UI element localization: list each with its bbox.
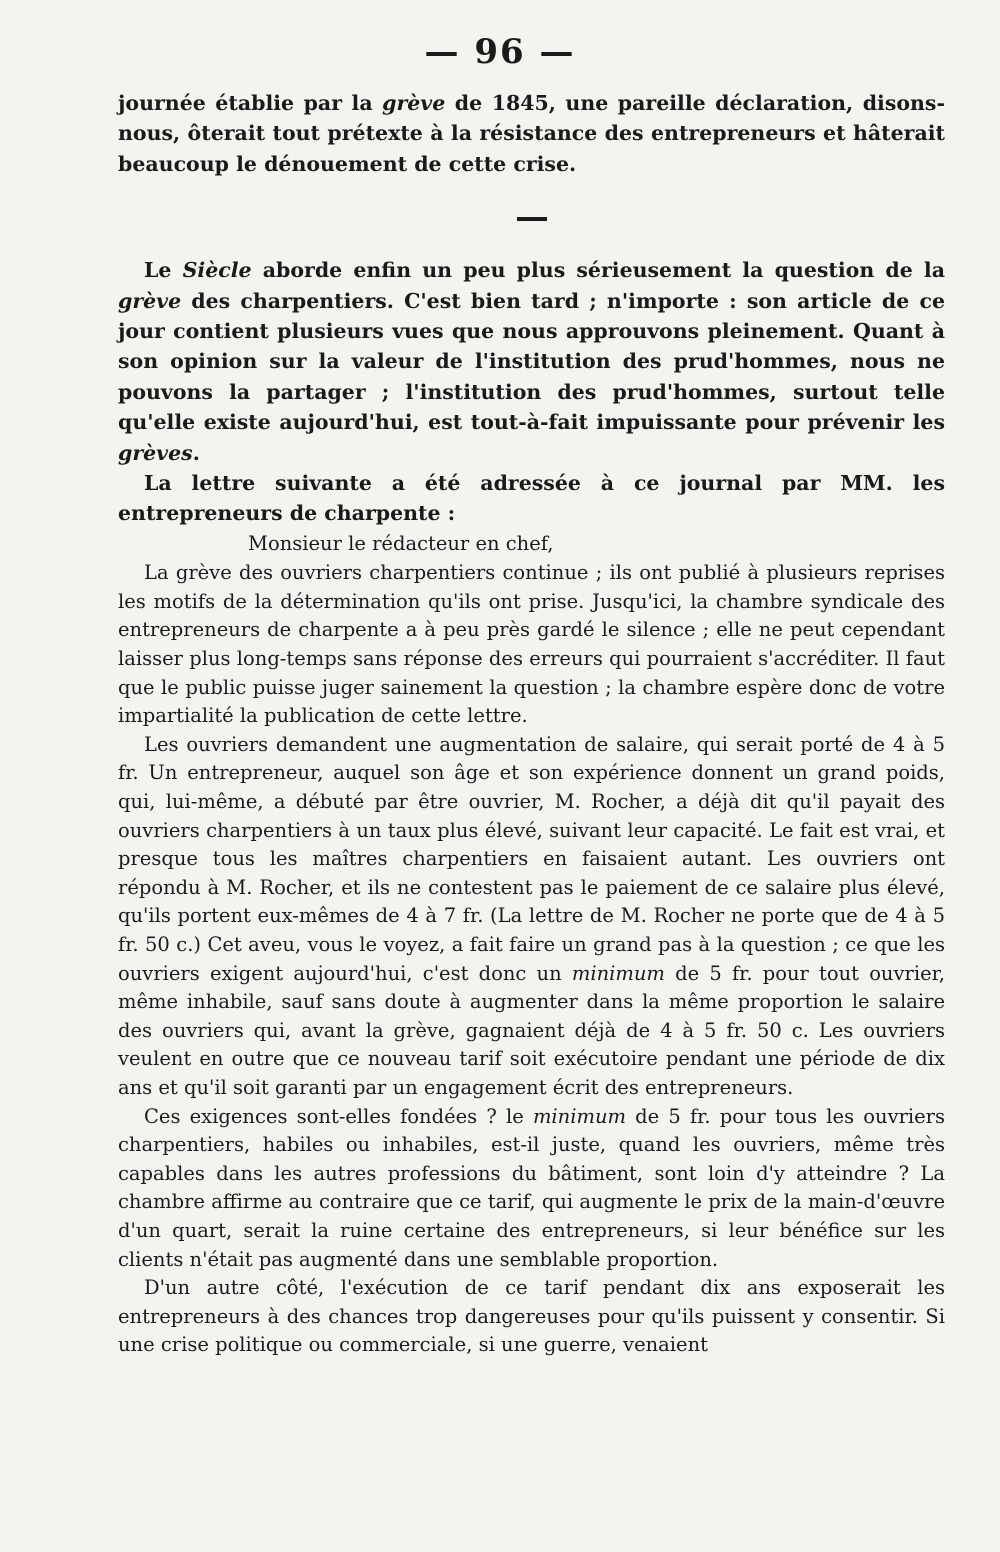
paragraph-continuation: journée établie par la grève de 1845, une pareille déclaration, disons-nous, ôterait tout prétexte à la résistance des entrepreneurs et hâterait beaucoup le dénouement de cette crise. — [118, 91, 945, 176]
letter-body — [118, 559, 945, 1360]
paragraph-intro-letter: La lettre suivante a été adressée à ce journal par MM. les entrepreneurs de charpente : — [118, 471, 945, 526]
italic-term: minimum — [571, 961, 665, 985]
italic-term: grève — [382, 91, 446, 115]
italic-term: minimum — [532, 1104, 627, 1128]
letter-paragraph: La grève des ouvriers charpentiers continue ; ils ont publié à plusieurs reprises les motifs de la détermination qu'ils ont prise. Jusqu'ici, la chambre syndicale des entrepreneurs de charpente a à peu près gardé le silence ; elle ne peut cependant laisser plus long-temps sans réponse des erreurs qui pourraient s'accréditer. Il faut que le public puisse juger sainement la question ; la chambre espère donc de votre impartialité la publication de cette lettre. — [118, 561, 945, 728]
letter-paragraph: Les ouvriers demandent une augmentation de salaire, qui serait porté de 4 à 5 fr. Un entrepreneur, auquel son âge et son expérience donnent un grand poids, qui, lui-même, a débuté par être ouvrier, M. Rocher, a déjà dit qu'il payait des ouvriers charpentiers à un taux plus élevé, suivant leur capacité. Le fait est vrai, et presque tous les maîtres charpentiers en faisaient autant. Les ouvriers ont répondu à M. Rocher, et ils ne contestent pas le paiement de ce salaire plus élevé, qu'ils portent eux-mêmes de 4 à 7 fr. (La lettre de M. Rocher ne porte que de 4 à 5 fr. 50 c.) Cet aveu, vous le voyez, a fait faire un grand pas à la question ; ce que les ouvriers exigent aujourd'hui, c'est donc un minimum de 5 fr. pour tout ouvrier, même inhabile, sauf sans doute à augmenter dans la même proportion le salaire des ouvriers qui, avant la grève, gagnaient déjà de 4 à 5 fr. 50 c. Les ouvriers veulent en outre que ce nouveau tarif soit exécutoire pendant une période de dix ans et qu'il soit garanti par un engagement écrit des entrepreneurs. — [118, 732, 945, 1099]
letter-paragraph: D'un autre côté, l'exécution de ce tarif pendant dix ans exposerait les entrepreneurs à des chances trop dangereuses pour qu'ils puissent y consentir. Si une crise politique ou commerciale, si une guerre, venaient — [118, 1276, 945, 1357]
paragraph-siecle: Le Siècle aborde enfin un peu plus sérieusement la question de la grève des charpentiers. C'est bien tard ; n'importe : son article de ce jour contient plusieurs vues que nous approuvons pleinement. Quant à son opinion sur la valeur de l'institution des prud'hommes, nous ne pouvons la partager ; l'institution des prud'hommes, surtout telle qu'elle existe aujourd'hui, est tout-à-fait impuissante pour prévenir les grèves. — [118, 258, 946, 465]
newspaper-title: Siècle — [182, 258, 252, 283]
letter-paragraph: Ces exigences sont-elles fondées ? le minimum de 5 fr. pour tous les ouvriers charpentiers, habiles ou inhabiles, est-il juste, quand les ouvriers, même très capables dans les autres professions du bâtiment, sont loin d'y atteindre ? La chambre affirme au contraire que ce tarif, qui augmente le prix de la main-d'œuvre d'un quart, serait la ruine certaine des entrepreneurs, si leur bénéfice sur les clients n'était pas augmenté dans une semblable proportion. — [118, 1104, 946, 1271]
page-body — [118, 88, 945, 1360]
italic-term: grèves — [118, 440, 193, 465]
page-number: — 96 — — [424, 32, 576, 72]
section-separator — [517, 217, 547, 221]
italic-term: grève — [118, 288, 182, 313]
letter-salutation: Monsieur le rédacteur en chef, — [248, 531, 554, 555]
